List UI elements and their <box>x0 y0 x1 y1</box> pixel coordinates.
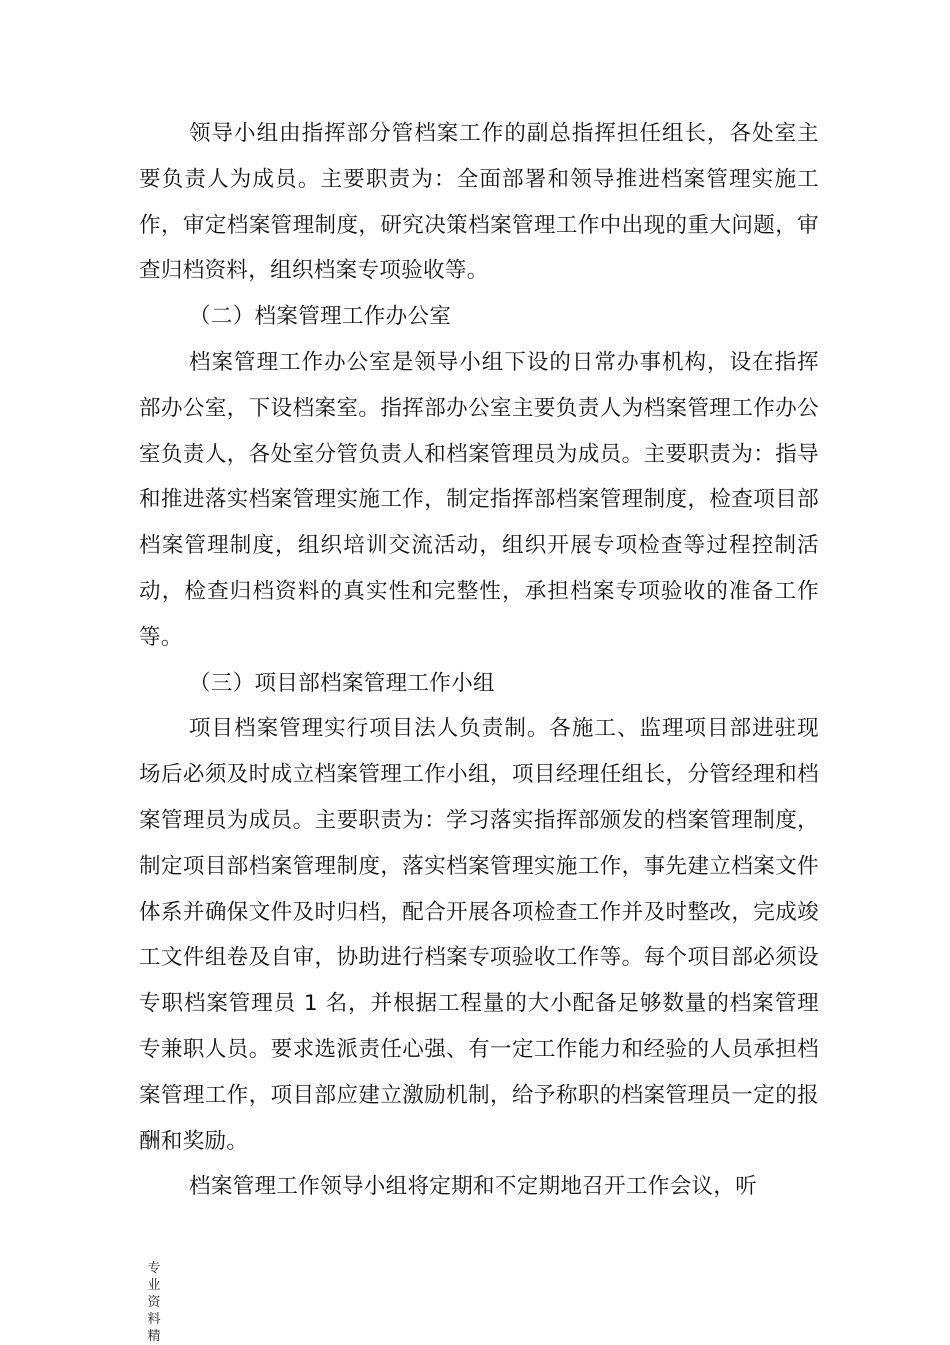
paragraph-project-team: 项目档案管理实行项目法人负责制。各施工、监理项目部进驻现场后必须及时成立档案管理工作小组，项目经理任组长，分管经理和档案管理员为成员。主要职责为：学习落实指挥部颁发的档案管理制度，制定项目部档案管理制度，落实档案管理实施工作，事先建立档案文件体系并确保文件及时归档，配合开展各项检查工作并及时整改，完成竣工文件组卷及自审，协助进行档案专项验收工作等。每个项目部必须设专职档案管理员 1 名，并根据工程量的大小配备足够数量的档案管理专兼职人员。要求选派责任心强、有一定工作能力和经验的人员承担档案管理工作，项目部应建立激励机制，给予称职的档案管理员一定的报酬和奖励。 <box>139 716 819 1154</box>
footer-watermark-text: 专业资料精 <box>147 1261 161 1344</box>
section-heading-archive-office: （二）档案管理工作办公室 <box>189 304 452 330</box>
paragraph-archive-office: 档案管理工作办公室是领导小组下设的日常办事机构，设在指挥部办公室，下设档案室。指挥部办公室主要负责人为档案管理工作办公室负责人，各处室分管负责人和档案管理员为成员。主要职责为：指导和推进落实档案管理实施工作，制定指挥部档案管理制度，检查项目部档案管理制度，组织培训交流活动，组织开展专项检查等过程控制活动，检查归档资料的真实性和完整性，承担档案专项验收的准备工作等。 <box>139 349 819 650</box>
paragraph-work-meetings: 档案管理工作领导小组将定期和不定期地召开工作会议，听 <box>189 1174 758 1200</box>
document-body <box>139 111 819 1210</box>
section-heading-project-team: （三）项目部档案管理工作小组 <box>189 670 495 696</box>
paragraph-leadership-group: 领导小组由指挥部分管档案工作的副总指挥担任组长，各处室主要负责人为成员。主要职责为：全面部署和领导推进档案管理实施工作，审定档案管理制度，研究决策档案管理工作中出现的重大问题，审查归档资料，组织档案专项验收等。 <box>139 121 819 284</box>
